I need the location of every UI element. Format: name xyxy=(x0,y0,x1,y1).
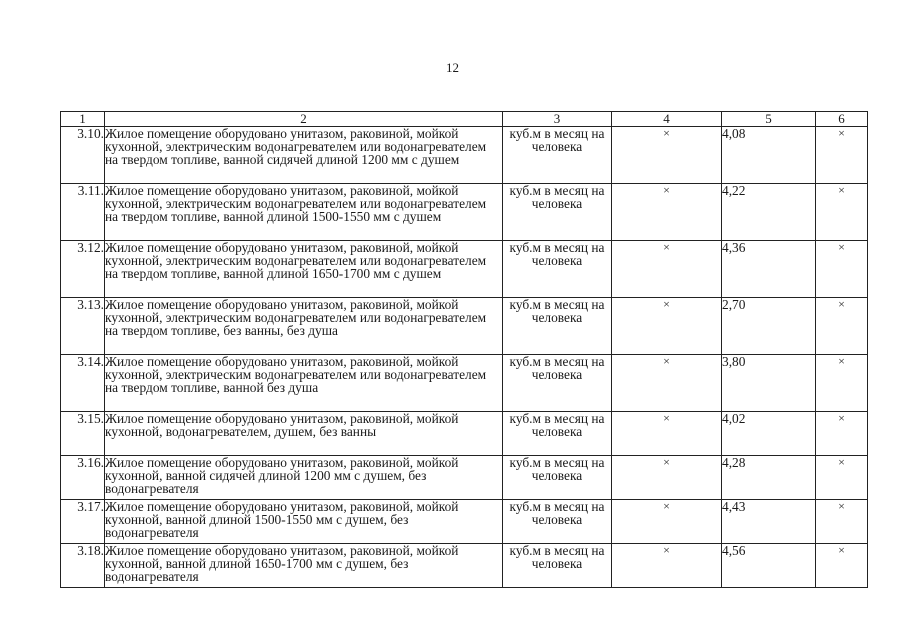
row-value: 4,02 xyxy=(722,412,816,456)
row-value: 4,08 xyxy=(722,127,816,184)
row-description: Жилое помещение оборудовано унитазом, раковиной, мойкой кухонной, ванной длиной 1650-1700 мм с душем, без водонагревателя xyxy=(105,544,503,588)
row-description: Жилое помещение оборудовано унитазом, раковиной, мойкой кухонной, ванной сидячей длиной 1200 мм с душем, без водонагревателя xyxy=(105,456,503,500)
row-value: 4,43 xyxy=(722,500,816,544)
row-unit: куб.м в месяц на человека xyxy=(503,456,612,500)
row-unit: куб.м в месяц на человека xyxy=(503,355,612,412)
row-number: 3.17. xyxy=(61,500,105,544)
column-header: 6 xyxy=(816,112,868,127)
row-value: 2,70 xyxy=(722,298,816,355)
row-mark-col6: × xyxy=(816,456,868,500)
row-mark-col4: × xyxy=(612,412,722,456)
table-row xyxy=(61,544,868,588)
table-row xyxy=(61,456,868,500)
row-mark-col4: × xyxy=(612,184,722,241)
row-number: 3.10. xyxy=(61,127,105,184)
table-row xyxy=(61,241,868,298)
row-mark-col6: × xyxy=(816,412,868,456)
row-description: Жилое помещение оборудовано унитазом, раковиной, мойкой кухонной, электрическим водонагревателем или водонагревателем на твердом топливе, ванной без душа xyxy=(105,355,503,412)
row-number: 3.13. xyxy=(61,298,105,355)
column-header: 1 xyxy=(61,112,105,127)
norms-table xyxy=(60,111,868,588)
row-number: 3.15. xyxy=(61,412,105,456)
header-row xyxy=(61,112,868,127)
row-mark-col6: × xyxy=(816,127,868,184)
row-description: Жилое помещение оборудовано унитазом, раковиной, мойкой кухонной, электрическим водонагревателем или водонагревателем на твердом топливе, ванной длиной 1500-1550 мм с душем xyxy=(105,184,503,241)
row-mark-col4: × xyxy=(612,456,722,500)
row-description: Жилое помещение оборудовано унитазом, раковиной, мойкой кухонной, электрическим водонагревателем или водонагревателем на твердом топливе, без ванны, без душа xyxy=(105,298,503,355)
row-description: Жилое помещение оборудовано унитазом, раковиной, мойкой кухонной, ванной длиной 1500-1550 мм с душем, без водонагревателя xyxy=(105,500,503,544)
row-mark-col6: × xyxy=(816,184,868,241)
row-unit: куб.м в месяц на человека xyxy=(503,241,612,298)
row-mark-col4: × xyxy=(612,241,722,298)
row-description: Жилое помещение оборудовано унитазом, раковиной, мойкой кухонной, электрическим водонагревателем или водонагревателем на твердом топливе, ванной сидячей длиной 1200 мм с душем xyxy=(105,127,503,184)
row-unit: куб.м в месяц на человека xyxy=(503,412,612,456)
column-header: 5 xyxy=(722,112,816,127)
table-row xyxy=(61,355,868,412)
column-header: 4 xyxy=(612,112,722,127)
table-row xyxy=(61,184,868,241)
row-mark-col6: × xyxy=(816,241,868,298)
row-value: 4,22 xyxy=(722,184,816,241)
row-mark-col4: × xyxy=(612,500,722,544)
page-number: 12 xyxy=(446,60,459,75)
row-mark-col6: × xyxy=(816,544,868,588)
row-unit: куб.м в месяц на человека xyxy=(503,184,612,241)
table-row xyxy=(61,500,868,544)
row-unit: куб.м в месяц на человека xyxy=(503,544,612,588)
row-unit: куб.м в месяц на человека xyxy=(503,127,612,184)
row-value: 3,80 xyxy=(722,355,816,412)
table-row xyxy=(61,127,868,184)
row-number: 3.16. xyxy=(61,456,105,500)
row-unit: куб.м в месяц на человека xyxy=(503,500,612,544)
row-description: Жилое помещение оборудовано унитазом, раковиной, мойкой кухонной, электрическим водонагревателем или водонагревателем на твердом топливе, ванной длиной 1650-1700 мм с душем xyxy=(105,241,503,298)
row-mark-col4: × xyxy=(612,355,722,412)
row-mark-col6: × xyxy=(816,355,868,412)
row-mark-col6: × xyxy=(816,298,868,355)
table-row xyxy=(61,298,868,355)
row-value: 4,36 xyxy=(722,241,816,298)
row-number: 3.14. xyxy=(61,355,105,412)
row-mark-col4: × xyxy=(612,544,722,588)
row-number: 3.18. xyxy=(61,544,105,588)
row-value: 4,28 xyxy=(722,456,816,500)
row-description: Жилое помещение оборудовано унитазом, раковиной, мойкой кухонной, водонагревателем, душем, без ванны xyxy=(105,412,503,456)
row-unit: куб.м в месяц на человека xyxy=(503,298,612,355)
table-row xyxy=(61,412,868,456)
row-number: 3.11. xyxy=(61,184,105,241)
row-mark-col6: × xyxy=(816,500,868,544)
column-header: 3 xyxy=(503,112,612,127)
row-mark-col4: × xyxy=(612,298,722,355)
row-value: 4,56 xyxy=(722,544,816,588)
row-mark-col4: × xyxy=(612,127,722,184)
column-header: 2 xyxy=(105,112,503,127)
row-number: 3.12. xyxy=(61,241,105,298)
